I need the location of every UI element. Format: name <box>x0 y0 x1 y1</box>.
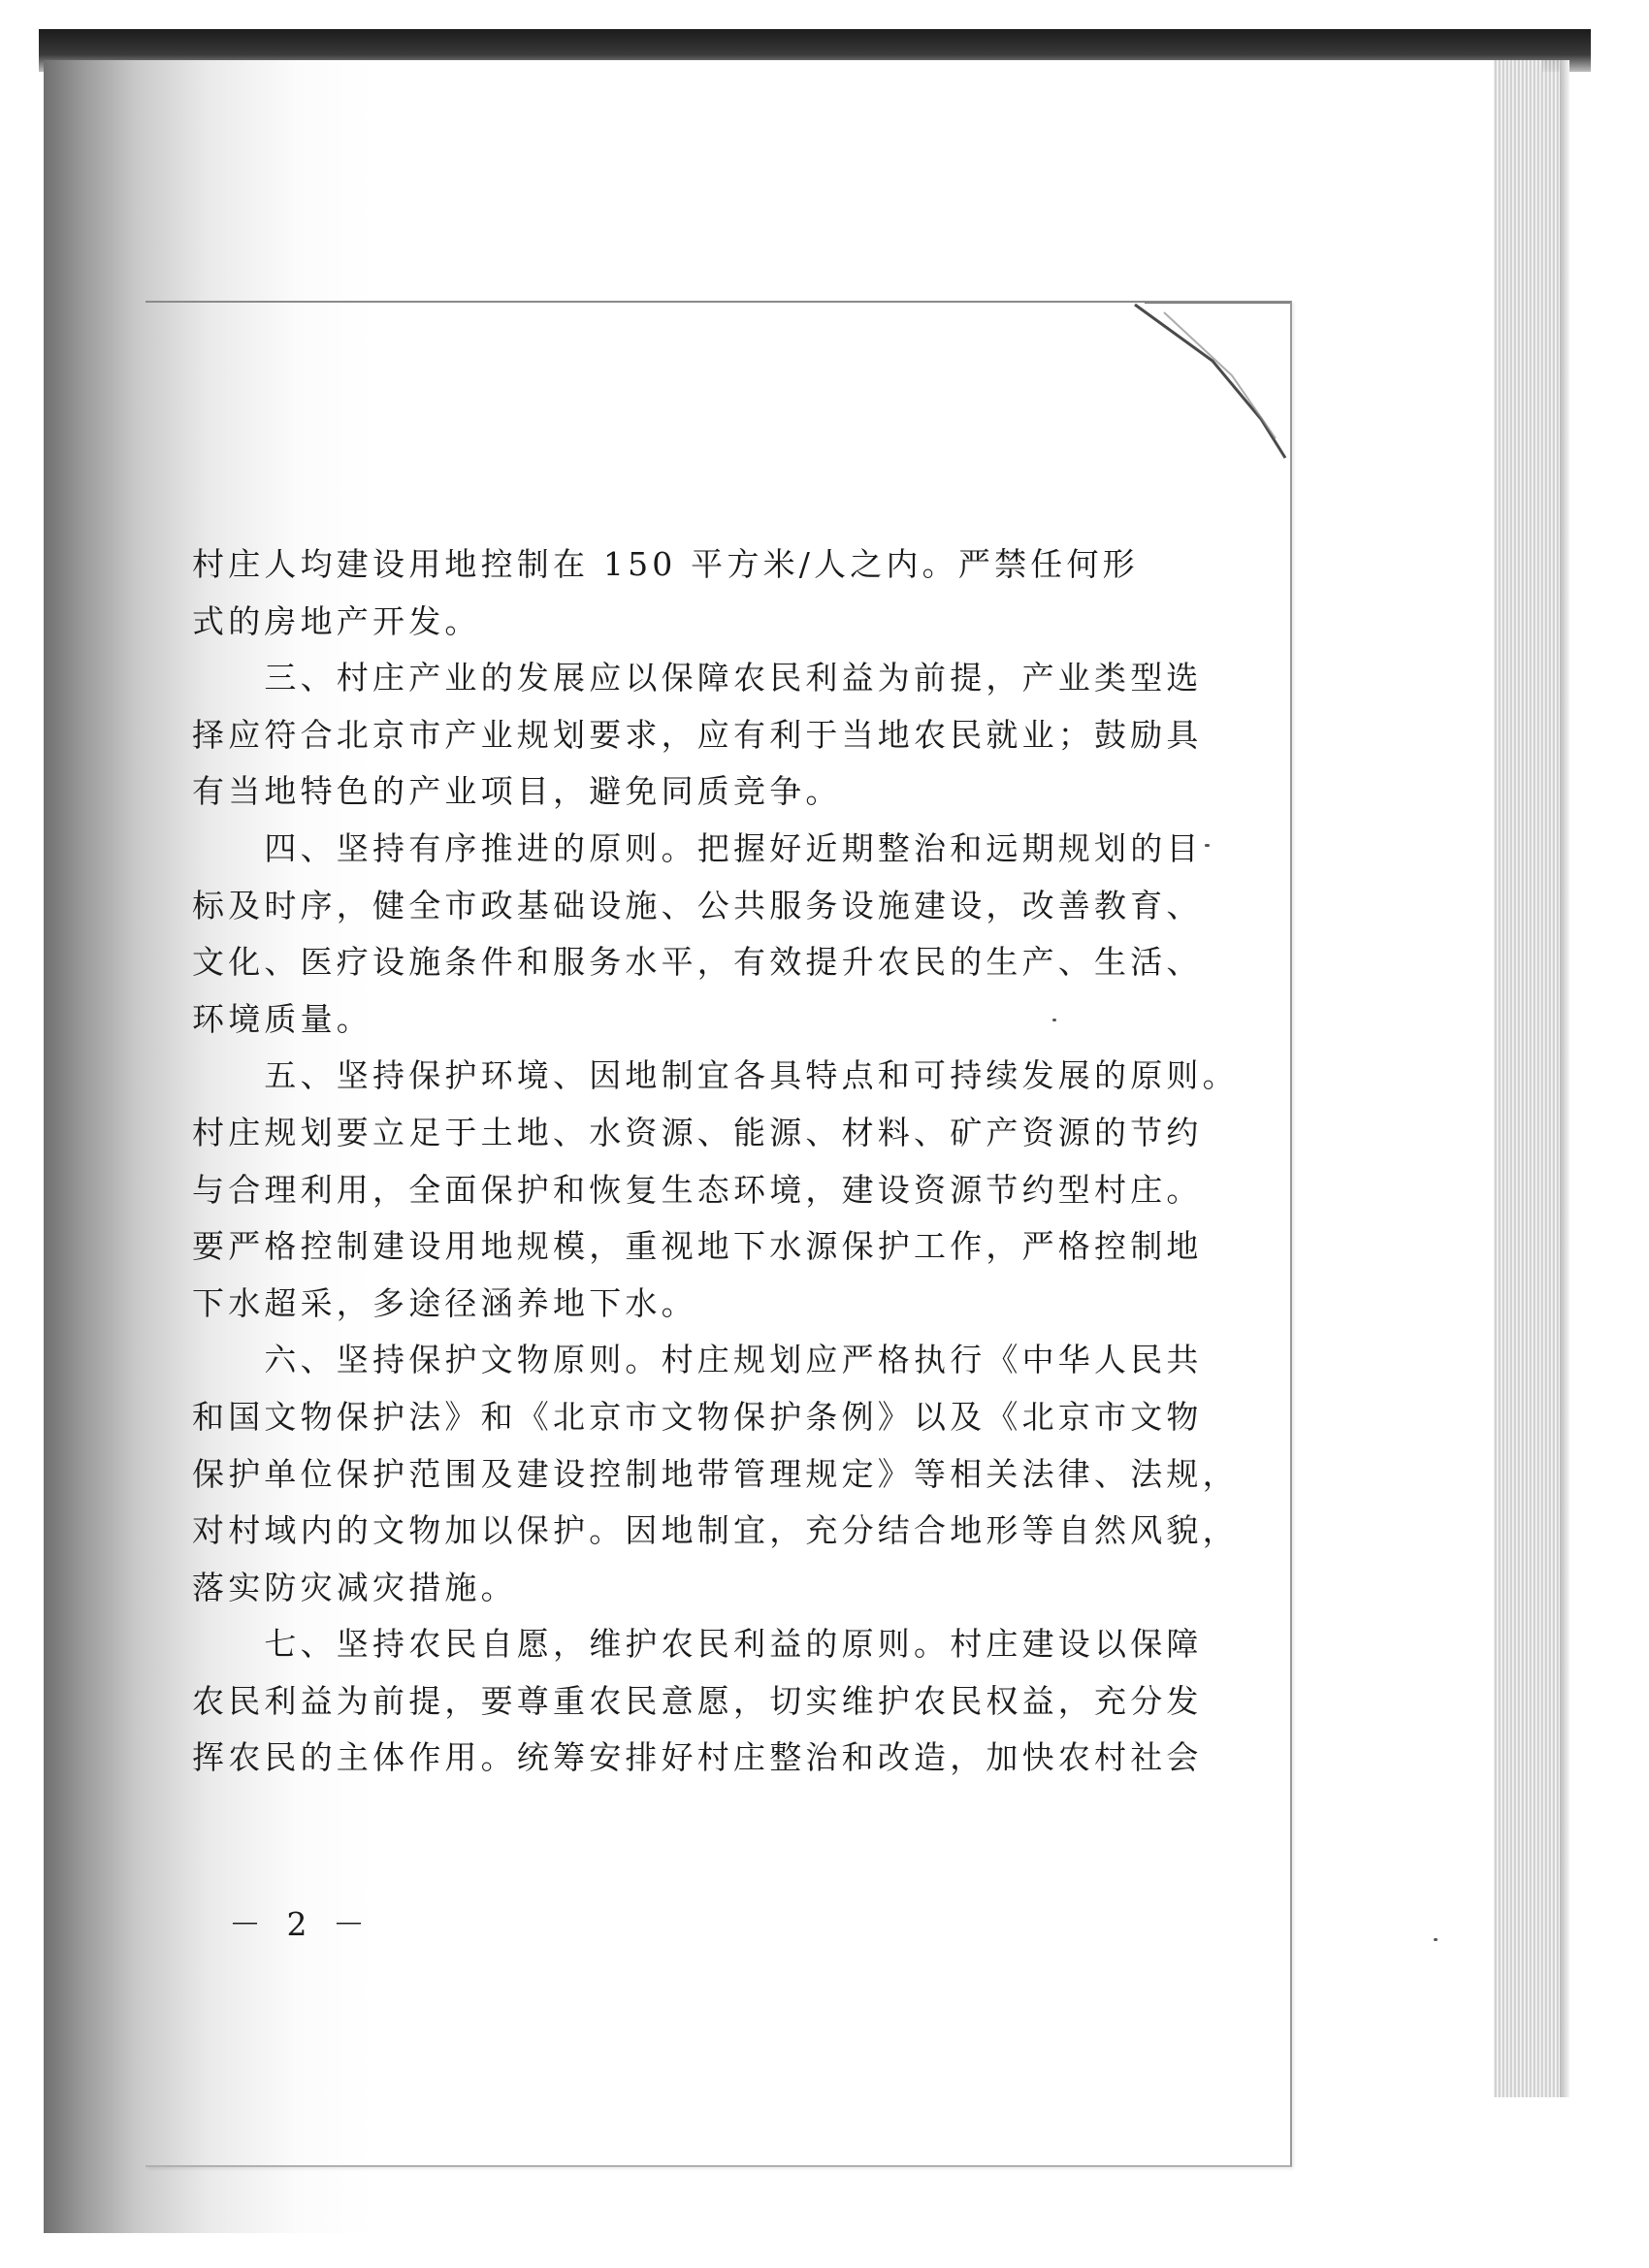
page-number: － 2 － <box>229 1905 372 1943</box>
folded-corner-mark <box>146 303 1290 535</box>
text-line: 和国文物保护法》和《北京市文物保护条例》以及《北京市文物 <box>192 1397 1203 1436</box>
text-line: 与合理利用，全面保护和恢复生态环境，建设资源节约型村庄。 <box>192 1170 1203 1209</box>
scan-speck <box>1434 1938 1438 1941</box>
text-line: 式的房地产开发。 <box>192 601 481 640</box>
text-line: 三、村庄产业的发展应以保障农民利益为前提，产业类型选 <box>192 659 1203 697</box>
text-line: 落实防灾减灾措施。 <box>192 1568 517 1606</box>
text-line: 四、坚持有序推进的原则。把握好近期整治和远期规划的目 <box>192 828 1203 867</box>
text-line: 七、坚持农民自愿，维护农民利益的原则。村庄建设以保障 <box>192 1625 1203 1664</box>
text-line: 挥农民的主体作用。统筹安排好村庄整治和改造，加快农村社会 <box>192 1738 1203 1777</box>
text-line: 环境质量。 <box>192 999 372 1038</box>
text-line: 对村域内的文物加以保护。因地制宜，充分结合地形等自然风貌， <box>192 1511 1239 1550</box>
text-line: 村庄规划要立足于土地、水资源、能源、材料、矿产资源的节约 <box>192 1113 1203 1151</box>
text-line: 文化、医疗设施条件和服务水平，有效提升农民的生产、生活、 <box>192 943 1203 982</box>
text-line: 择应符合北京市产业规划要求，应有利于当地农民就业；鼓励具 <box>192 715 1203 754</box>
text-line: 五、坚持保护环境、因地制宜各具特点和可持续发展的原则。 <box>192 1056 1239 1095</box>
text-line: 标及时序，健全市政基础设施、公共服务设施建设，改善教育、 <box>192 886 1203 924</box>
text-line: 村庄人均建设用地控制在 150 平方米/人之内。严禁任何形 <box>192 545 1139 583</box>
scan-speck <box>1205 844 1210 847</box>
stacked-page-edges <box>1494 60 1562 2097</box>
page-edge-shadow <box>1560 60 1569 2097</box>
text-line: 下水超采，多途径涵养地下水。 <box>192 1283 697 1322</box>
document-body <box>192 536 1239 1787</box>
text-line: 农民利益为前提，要尊重农民意愿，切实维护农民权益，充分发 <box>192 1681 1203 1720</box>
text-line: 有当地特色的产业项目，避免同质竞争。 <box>192 772 842 811</box>
text-line: 六、坚持保护文物原则。村庄规划应严格执行《中华人民共 <box>192 1341 1203 1379</box>
text-line: 要严格控制建设用地规模，重视地下水源保护工作，严格控制地 <box>192 1227 1203 1266</box>
text-line: 保护单位保护范围及建设控制地带管理规定》等相关法律、法规， <box>192 1454 1239 1493</box>
